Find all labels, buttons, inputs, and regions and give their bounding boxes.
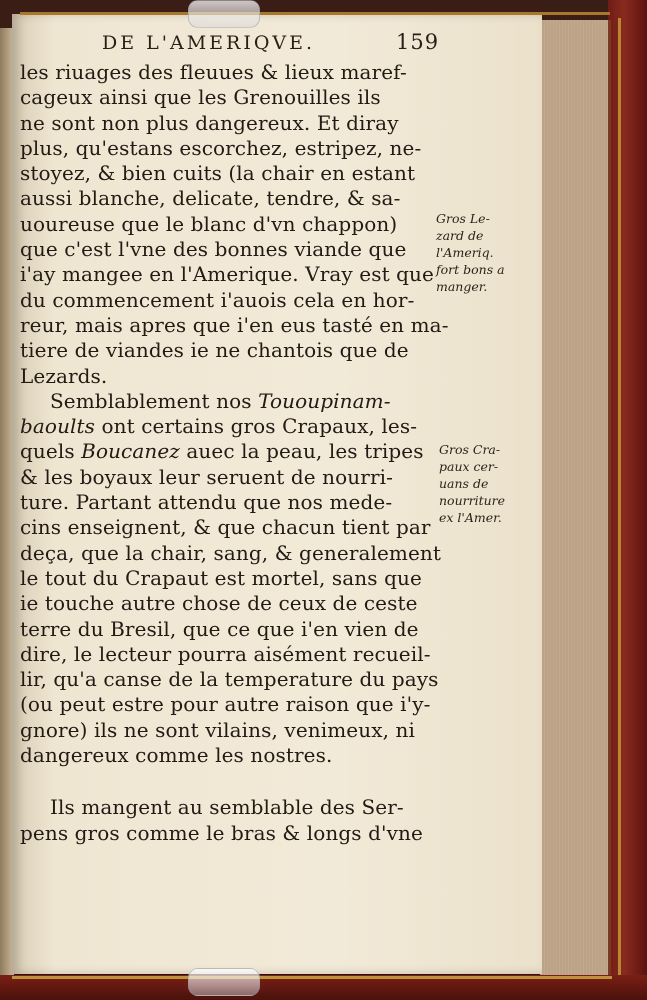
text-span: auec la peau, les tripes xyxy=(179,439,424,464)
text-line: ie touche autre chose de ceux de ceste xyxy=(20,591,418,616)
body-text xyxy=(20,60,450,846)
text-line: Ils mangent au semblable des Ser- xyxy=(50,795,404,820)
text-line: reur, mais apres que i'en eus tasté en ma- xyxy=(20,312,449,337)
text-line: aussi blanche, delicate, tendre, & sa- xyxy=(20,186,401,211)
paragraph-gap xyxy=(20,768,450,795)
text-line: lir, qu'a canse de la temperature du pays xyxy=(20,667,439,692)
text-line xyxy=(20,414,450,439)
text-line: dangereux comme les nostres. xyxy=(20,743,333,768)
note-line: paux cer- xyxy=(439,459,499,474)
italic-name: Boucanez xyxy=(81,439,180,464)
running-head: DE L'AMERIQVE. xyxy=(102,32,316,54)
note-line: l'Ameriq. xyxy=(436,245,494,260)
text-line: ne sont non plus dangereux. Et diray xyxy=(20,110,399,135)
italic-name: Tououpinam- xyxy=(258,388,391,413)
note-line: ex l'Amer. xyxy=(439,510,502,525)
italic-name: baoults xyxy=(20,414,96,439)
note-line: zard de xyxy=(436,228,484,243)
text-span: ont certains gros Crapaux, les- xyxy=(95,414,418,439)
bottom-gilt-line xyxy=(12,976,612,979)
note-line: nourriture xyxy=(439,493,506,508)
page-edges xyxy=(540,20,611,975)
page-clip-bottom xyxy=(188,968,260,996)
page-clip-top xyxy=(188,0,260,28)
gilt-border xyxy=(618,18,621,978)
page-header xyxy=(0,30,545,60)
note-line: fort bons a xyxy=(436,262,505,277)
red-cover xyxy=(608,0,647,1000)
text-line: cins enseignent, & que chacun tient par xyxy=(20,515,431,540)
text-line: tiere de viandes ie ne chantois que de xyxy=(20,338,409,363)
note-line: manger. xyxy=(436,279,488,294)
text-line: les riuages des fleuues & lieux maref- xyxy=(20,60,407,84)
text-line: & les boyaux leur seruent de nourri- xyxy=(20,464,393,489)
text-line xyxy=(20,389,450,414)
text-line: ture. Partant attendu que nos mede- xyxy=(20,490,393,515)
marginal-note-toads xyxy=(439,441,519,526)
text-line: que c'est l'vne des bonnes viande que xyxy=(20,237,407,262)
text-line: le tout du Crapaut est mortel, sans que xyxy=(20,565,422,590)
text-line: deça, que la chair, sang, & generalement xyxy=(20,540,442,565)
text-line: i'ay mangee en l'Amerique. Vray est que xyxy=(20,262,434,287)
text-line: cageux ainsi que les Grenouilles ils xyxy=(20,85,381,110)
page-number: 159 xyxy=(396,30,440,54)
text-line xyxy=(20,439,450,464)
text-line: stoyez, & bien cuits (la chair en estant xyxy=(20,161,416,186)
text-line: Lezards. xyxy=(20,363,108,388)
text-line: plus, qu'estans escorchez, estripez, ne- xyxy=(20,135,422,160)
marginal-note-lizards xyxy=(436,210,516,295)
top-gilt-line xyxy=(20,12,610,15)
text-line: gnore) ils ne sont vilains, venimeux, ni xyxy=(20,717,415,742)
text-span: Semblablement nos xyxy=(50,388,259,413)
note-line: uans de xyxy=(439,476,489,491)
text-line: pens gros comme le bras & longs d'vne xyxy=(20,820,423,845)
text-line: du commencement i'auois cela en hor- xyxy=(20,287,415,312)
text-line: uoureuse que le blanc d'vn chappon) xyxy=(20,211,398,236)
text-span: quels xyxy=(20,439,82,464)
text-line: dire, le lecteur pourra aisément recueil- xyxy=(20,641,431,666)
text-line: (ou peut estre pour autre raison que i'y- xyxy=(20,692,431,717)
text-line: terre du Bresil, que ce que i'en vien de xyxy=(20,616,419,641)
note-line: Gros Le- xyxy=(436,211,490,226)
note-line: Gros Cra- xyxy=(439,442,501,457)
